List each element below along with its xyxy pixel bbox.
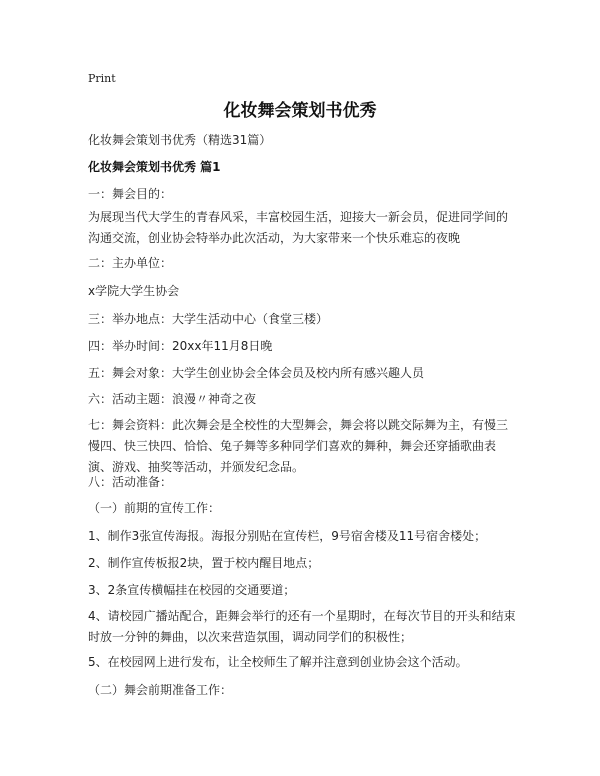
paragraph-purpose-heading: 一：舞会目的： — [88, 187, 173, 201]
paragraph-location: 三：举办地点：大学生活动中心（食堂三楼） — [88, 312, 329, 326]
section-heading: 化妆舞会策划书优秀 篇1 — [88, 160, 221, 174]
paragraph-preparation-heading: 八：活动准备： — [88, 475, 173, 489]
list-item-boards: 2、制作宣传板报2块，置于校内醒目地点； — [88, 556, 320, 570]
paragraph-organizer-heading: 二：主办单位： — [88, 256, 173, 270]
list-item-posters: 1、制作3张宣传海报。海报分别贴在宣传栏，9号宿舍楼及11号宿舍楼处； — [88, 529, 487, 543]
paragraph-theme: 六：活动主题：浪漫〃神奇之夜 — [88, 392, 257, 406]
print-label[interactable]: Print — [88, 72, 116, 85]
list-item-banners: 3、2条宣传横幅挂在校园的交通要道； — [88, 583, 296, 597]
document-subtitle: 化妆舞会策划书优秀（精选31篇） — [88, 133, 272, 147]
list-item-website: 5、在校园网上进行发布，让全校师生了解并注意到创业协会这个活动。 — [88, 655, 468, 669]
paragraph-pre-event-heading: （二）舞会前期准备工作： — [88, 683, 233, 697]
paragraph-purpose-body: 为展现当代大学生的青春风采，丰富校园生活，迎接大一新会员，促进同学间的沟通交流，创业协会特举办此次活动，为大家带来一个快乐难忘的夜晚 — [88, 210, 509, 245]
list-item-radio: 4、请校园广播站配合，距舞会举行的还有一个星期时，在每次节目的开头和结束时放一分钟的舞曲，以次来营造氛围，调动同学们的积极性； — [88, 609, 516, 644]
paragraph-organizer: x学院大学生协会 — [88, 284, 180, 298]
paragraph-publicity-heading: （一）前期的宣传工作： — [88, 501, 221, 515]
paragraph-audience: 五：舞会对象：大学生创业协会全体会员及校内所有感兴趣人员 — [88, 366, 425, 380]
paragraph-time: 四：举办时间：20xx年11月8日晚 — [88, 339, 273, 353]
page-title: 化妆舞会策划书优秀 — [223, 101, 377, 121]
paragraph-content: 七：舞会资料：此次舞会是全校性的大型舞会，舞会将以跳交际舞为主，有慢三慢四、快三快四、恰恰、兔子舞等多种同学们喜欢的舞种，舞会还穿插歌曲表演、游戏、抽奖等活动，并颁发纪念品。 — [88, 418, 509, 474]
